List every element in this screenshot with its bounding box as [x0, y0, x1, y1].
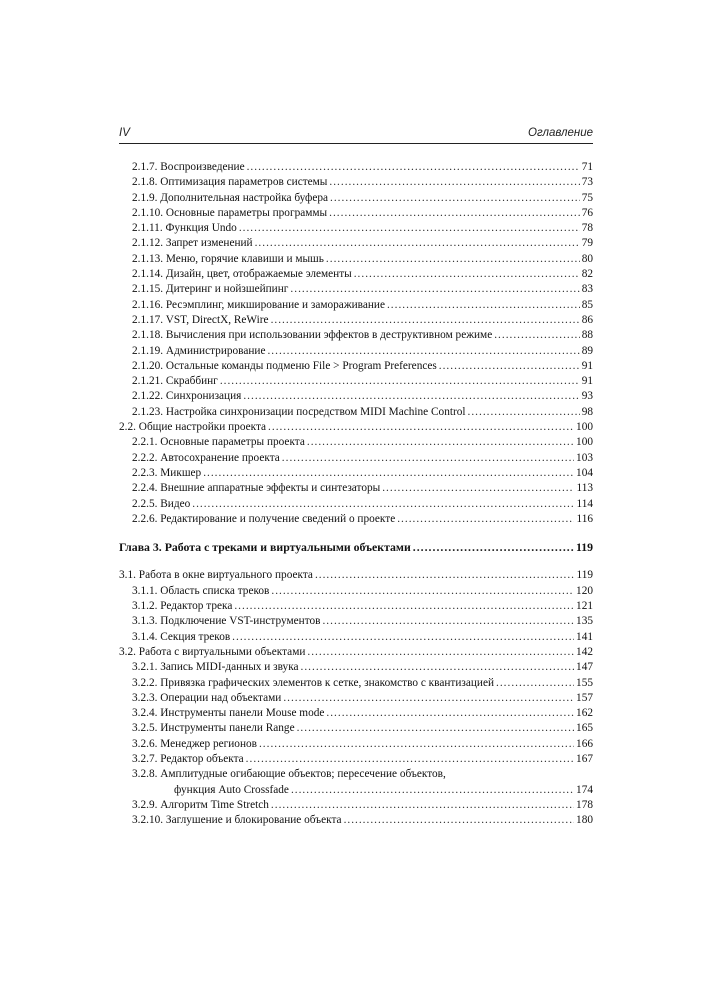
- toc-entry[interactable]: [119, 252, 593, 267]
- dot-leader: [382, 481, 574, 496]
- toc-page-number: 82: [581, 268, 593, 281]
- toc-entry-title: Скраббинг: [165, 375, 218, 388]
- toc-entry-number: 3.2.3.: [132, 691, 158, 704]
- toc-entry-title: Остальные команды подменю File > Program Preferences: [165, 359, 437, 372]
- toc-page-number: 89: [581, 344, 593, 357]
- running-title: Оглавление: [528, 127, 593, 139]
- toc-entry-title: Алгоритм Time Stretch: [160, 798, 269, 811]
- toc-entry-number: 2.1.9.: [132, 191, 158, 204]
- toc-entry[interactable]: [119, 359, 593, 374]
- toc-entry[interactable]: [119, 389, 593, 404]
- toc-entry-continuation[interactable]: функция Auto Crossfade ..... 174: [119, 783, 593, 798]
- toc-entry-number: 2.1.18.: [132, 329, 164, 342]
- toc-page-number: 120: [576, 584, 593, 597]
- toc-entry-section[interactable]: 3.2. Работа с виртуальными объектами ..... 142: [119, 645, 593, 660]
- toc-entry-number: 3.2.1.: [132, 661, 158, 674]
- toc-page-number: 98: [581, 405, 593, 418]
- toc-entry[interactable]: [119, 221, 593, 236]
- toc-entry[interactable]: [119, 206, 593, 221]
- toc-entry[interactable]: [119, 691, 593, 706]
- dot-leader: [494, 328, 579, 343]
- toc-page-number: 75: [581, 191, 593, 204]
- dot-leader: [397, 512, 574, 527]
- toc-entry-number: 3.1.3.: [132, 615, 158, 628]
- toc-entry-number: 3.2.7.: [132, 752, 158, 765]
- toc-entry-title: Основные параметры проекта: [160, 436, 305, 449]
- dot-leader: [329, 175, 579, 190]
- toc-entry-title: Область списка треков: [160, 584, 270, 597]
- toc-page-number: 157: [576, 691, 593, 704]
- toc-entry-number: 3.2.10.: [132, 814, 164, 827]
- toc-entry-number: 2.2.2.: [132, 451, 158, 464]
- toc-entry-title: Основные параметры программы: [165, 206, 328, 219]
- toc-entry-title: Заглушение и блокирование объекта: [165, 814, 342, 827]
- dot-leader: [439, 359, 580, 374]
- dot-leader: [290, 282, 579, 297]
- toc-entry-number: 2.1.10.: [132, 206, 164, 219]
- toc-page-number: 180: [576, 814, 593, 827]
- toc-entry-number: 2.1.19.: [132, 344, 164, 357]
- dot-leader: [220, 374, 580, 389]
- toc-page-number: 116: [576, 512, 593, 525]
- toc-entry-title: VST, DirectX, ReWire: [165, 313, 269, 326]
- dot-leader: [259, 737, 574, 752]
- toc-entry[interactable]: [119, 752, 593, 767]
- toc-page-number: 167: [576, 752, 593, 765]
- dot-leader: [468, 405, 580, 420]
- page-header: [119, 127, 593, 144]
- toc-entry-title: Привязка графических элементов к сетке, знакомство с квантизацией: [160, 676, 495, 689]
- toc-entry-number: 2.1.15.: [132, 283, 164, 296]
- toc-page-number: 104: [576, 466, 593, 479]
- dot-leader: [301, 660, 575, 675]
- dot-leader: [307, 435, 574, 450]
- toc-entry[interactable]: [119, 374, 593, 389]
- toc-entry[interactable]: [119, 599, 593, 614]
- dot-leader: [247, 160, 580, 175]
- toc-page-number: 93: [581, 390, 593, 403]
- toc-entry-number: 2.1.14.: [132, 268, 164, 281]
- toc-entry-title: Функция Undo: [165, 222, 237, 235]
- toc-entry-title: Редактор объекта: [160, 752, 244, 765]
- toc-entry[interactable]: [119, 512, 593, 527]
- toc-entry[interactable]: [119, 721, 593, 736]
- toc-page-number: 113: [576, 482, 593, 495]
- toc-page-number: 76: [581, 206, 593, 219]
- toc-entry-number: 2.1.20.: [132, 359, 164, 372]
- toc-entry-title: Настройка синхронизации посредством MIDI Machine Control: [165, 405, 466, 418]
- toc-entry[interactable]: [119, 497, 593, 512]
- toc-entry-title: Запись MIDI-данных и звука: [160, 661, 299, 674]
- toc-entry-title: Воспроизведение: [160, 161, 245, 173]
- dot-leader: [387, 298, 580, 313]
- toc-page-number: 80: [581, 252, 593, 265]
- toc-entry-title: Оптимизация параметров системы: [160, 176, 328, 189]
- toc-page-number: 88: [581, 329, 593, 342]
- toc-entry-number: 3.1.4.: [132, 630, 158, 643]
- toc-entry-title: Дитеринг и нойзшейпинг: [165, 283, 289, 296]
- dot-leader: [330, 191, 580, 206]
- toc-page-number: 83: [581, 283, 593, 296]
- toc-entry[interactable]: [119, 451, 593, 466]
- toc-entry-number: 2.1.8.: [132, 176, 158, 189]
- table-of-contents: [119, 160, 593, 828]
- toc-entry[interactable]: [119, 236, 593, 251]
- dot-leader: [271, 584, 574, 599]
- toc-entry[interactable]: [119, 737, 593, 752]
- toc-entry-number: 3.2.4.: [132, 707, 158, 720]
- toc-entry-section[interactable]: 3.1. Работа в окне виртуального проекта ..... 119: [119, 568, 593, 583]
- toc-entry[interactable]: [119, 328, 593, 343]
- toc-page-number: 100: [576, 436, 593, 449]
- toc-entry-number: 2.1.23.: [132, 405, 164, 418]
- toc-page-number: 78: [581, 222, 593, 235]
- toc-entry[interactable]: [119, 175, 593, 190]
- dot-leader: [232, 630, 574, 645]
- toc-entry[interactable]: [119, 267, 593, 282]
- toc-page-number: 141: [576, 630, 593, 643]
- toc-entry-title: Менеджер регионов: [160, 737, 257, 750]
- dot-leader: [234, 599, 574, 614]
- toc-entry[interactable]: [119, 466, 593, 481]
- dot-leader: [283, 691, 574, 706]
- toc-entry-title: Видео: [160, 497, 191, 510]
- toc-page-number: 73: [581, 176, 593, 189]
- dot-leader: [246, 752, 574, 767]
- toc-page-number: 79: [581, 237, 593, 250]
- dot-leader: [271, 313, 580, 328]
- toc-entry[interactable]: [119, 660, 593, 675]
- dot-leader: [354, 267, 580, 282]
- toc-page-number: 86: [581, 313, 593, 326]
- dot-leader: [243, 389, 579, 404]
- toc-entry-title: Синхронизация: [165, 390, 242, 403]
- toc-entry-title: Подключение VST-инструментов: [160, 615, 321, 628]
- toc-entry-section[interactable]: 2.2. Общие настройки проекта ..... 100: [119, 420, 593, 435]
- toc-entry-number: 3.2.6.: [132, 737, 158, 750]
- dot-leader: [267, 344, 579, 359]
- toc-entry[interactable]: [119, 282, 593, 297]
- toc-entry-number: 3.1.2.: [132, 600, 158, 613]
- toc-page-number: 71: [581, 161, 593, 173]
- toc-entry-title: Администрирование: [165, 344, 266, 357]
- toc-entry-title: Вычисления при использовании эффектов в деструктивном режиме: [165, 329, 493, 342]
- toc-page-number: 178: [576, 798, 593, 811]
- toc-entry-title: Автосохранение проекта: [160, 451, 280, 464]
- toc-page-number: 162: [576, 707, 593, 720]
- dot-leader: [344, 813, 574, 828]
- toc-entry-title: Меню, горячие клавиши и мышь: [165, 252, 324, 265]
- toc-entry-number: 3.1.1.: [132, 584, 158, 597]
- toc-entry-title: Инструменты панели Mouse mode: [160, 707, 325, 720]
- toc-entry-title: Инструменты панели Range: [160, 722, 295, 735]
- toc-page-number: 135: [576, 615, 593, 628]
- toc-entry-number: 2.2.3.: [132, 466, 158, 479]
- toc-entry[interactable]: [119, 160, 593, 175]
- toc-entry[interactable]: [119, 481, 593, 496]
- toc-entry-number: 2.1.22.: [132, 390, 164, 403]
- dot-leader: [322, 614, 574, 629]
- toc-entry[interactable]: [119, 313, 593, 328]
- toc-entry-number: 2.1.21.: [132, 375, 164, 388]
- toc-entry-number: 2.1.13.: [132, 252, 164, 265]
- toc-page-number: 147: [576, 661, 593, 674]
- page-number-label: IV: [119, 127, 130, 139]
- toc-entry[interactable]: [119, 298, 593, 313]
- toc-entry[interactable]: [119, 798, 593, 813]
- toc-entry-number: 2.2.4.: [132, 482, 158, 495]
- dot-leader: [496, 676, 574, 691]
- toc-entry[interactable]: [119, 676, 593, 691]
- toc-entry-title: Операции над объектами: [160, 691, 282, 704]
- toc-entry-number: 2.1.17.: [132, 313, 164, 326]
- toc-page-number: 121: [576, 600, 593, 613]
- toc-entry-number: 2.2.6.: [132, 512, 158, 525]
- dot-leader: [329, 206, 580, 221]
- toc-entry-title: Ресэмплинг, микширование и замораживание: [165, 298, 385, 311]
- toc-entry-chapter[interactable]: Глава 3. Работа с треками и виртуальными объектами ..... 119: [119, 540, 593, 555]
- toc-entry-title: Редактирование и получение сведений о проекте: [160, 512, 396, 525]
- toc-entry[interactable]: [119, 706, 593, 721]
- toc-page-number: 103: [576, 451, 593, 464]
- toc-entry-number: 2.1.11.: [132, 222, 163, 235]
- toc-page-number: 85: [581, 298, 593, 311]
- dot-leader: [255, 236, 580, 251]
- toc-entry-title: Микшер: [160, 466, 202, 479]
- toc-page-number: 155: [576, 676, 593, 689]
- toc-entry-multiline[interactable]: 3.2.8. Амплитудные огибающие объектов; пересечение объектов,: [132, 768, 446, 781]
- toc-entry-title: Секция треков: [160, 630, 231, 643]
- toc-entry[interactable]: [119, 344, 593, 359]
- toc-entry[interactable]: [119, 405, 593, 420]
- toc-entry[interactable]: [119, 630, 593, 645]
- dot-leader: [192, 497, 574, 512]
- toc-entry-title: Дизайн, цвет, отображаемые элементы: [165, 268, 352, 281]
- dot-leader: [239, 221, 580, 236]
- toc-entry[interactable]: [119, 813, 593, 828]
- toc-entry[interactable]: [119, 191, 593, 206]
- toc-entry-title: Редактор трека: [160, 600, 233, 613]
- toc-entry-number: 2.1.16.: [132, 298, 164, 311]
- toc-entry-number: 2.2.5.: [132, 497, 158, 510]
- toc-entry-number: 2.2.1.: [132, 436, 158, 449]
- dot-leader: [297, 721, 574, 736]
- toc-entry-number: 3.2.9.: [132, 798, 158, 811]
- dot-leader: [326, 252, 580, 267]
- toc-page-number: 114: [576, 497, 593, 510]
- toc-page-number: 166: [576, 737, 593, 750]
- dot-leader: [271, 798, 574, 813]
- toc-page-number: 91: [581, 359, 593, 372]
- toc-entry[interactable]: [119, 584, 593, 599]
- toc-entry[interactable]: [119, 614, 593, 629]
- toc-page-number: 91: [581, 375, 593, 388]
- dot-leader: [282, 451, 574, 466]
- toc-entry-number: 3.2.5.: [132, 722, 158, 735]
- dot-leader: [203, 466, 574, 481]
- toc-entry-number: 2.1.12.: [132, 237, 164, 250]
- toc-page-number: 165: [576, 722, 593, 735]
- toc-entry-title: Внешние аппаратные эффекты и синтезаторы: [160, 482, 381, 495]
- toc-entry-title: Запрет изменений: [165, 237, 253, 250]
- toc-entry[interactable]: [119, 435, 593, 450]
- toc-entry-title: Дополнительная настройка буфера: [160, 191, 329, 204]
- dot-leader: [326, 706, 574, 721]
- toc-entry-number: 2.1.7.: [132, 161, 158, 173]
- toc-entry-number: 3.2.2.: [132, 676, 158, 689]
